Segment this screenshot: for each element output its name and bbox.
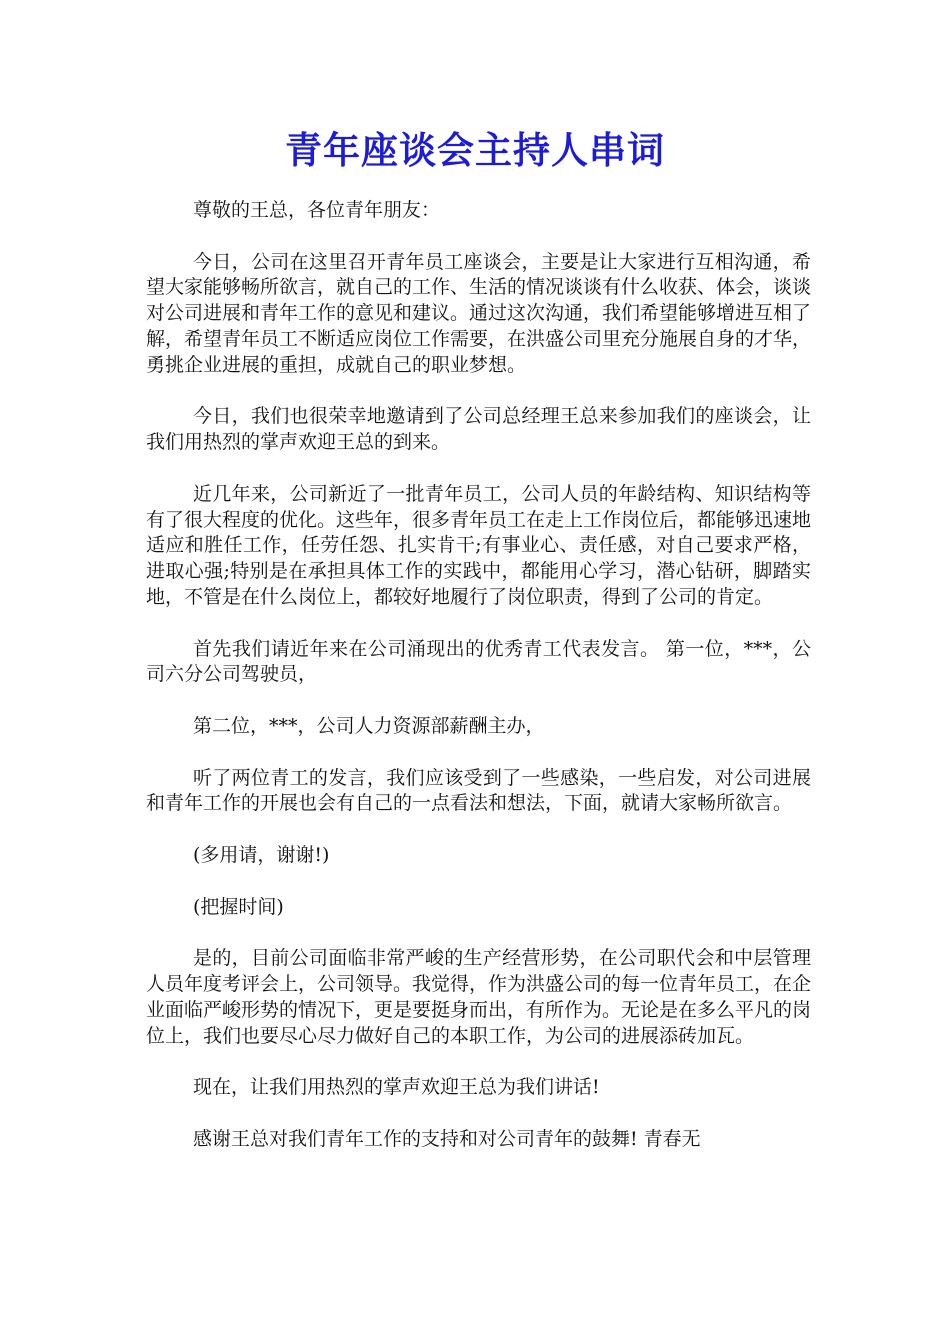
body-paragraph: 今日，我们也很荣幸地邀请到了公司总经理王总来参加我们的座谈会，让我们用热烈的掌声欢迎王总的到来。 xyxy=(146,405,811,454)
note-paragraph: (多用请，谢谢!) xyxy=(193,843,330,866)
body-paragraph: 感谢王总对我们青年工作的支持和对公司青年的鼓舞! 青春无 xyxy=(193,1127,701,1150)
body-paragraph: 现在，让我们用热烈的掌声欢迎王总为我们讲话! xyxy=(193,1076,600,1099)
salutation-paragraph: 尊敬的王总，各位青年朋友： xyxy=(193,199,441,221)
document-title: 青年座谈会主持人串词 xyxy=(285,128,665,172)
note-paragraph: (把握时间) xyxy=(193,895,284,918)
body-paragraph: 听了两位青工的发言，我们应该受到了一些感染，一些启发，对公司进展和青年工作的开展也会有自己的一点看法和想法，下面，就请大家畅所欲言。 xyxy=(146,766,811,815)
document-body xyxy=(146,198,811,1178)
body-paragraph: 是的，目前公司面临非常严峻的生产经营形势，在公司职代会和中层管理人员年度考评会上，公司领导。我觉得，作为洪盛公司的每一位青年员工，在企业面临严峻形势的情况下，更是要挺身而出，有所作为。无论是在多么平凡的岗位上，我们也要尽心尽力做好自己的本职工作，为公司的进展添砖加瓦。 xyxy=(146,947,812,1047)
body-paragraph: 第二位，***，公司人力资源部薪酬主办， xyxy=(193,714,545,737)
body-paragraph: 今日，公司在这里召开青年员工座谈会，主要是让大家进行互相沟通，希望大家能够畅所欲言，就自己的工作、生活的情况谈谈有什么收获、体会，谈谈对公司进展和青年工作的意见和建议。通过这次沟通，我们希望能够增进互相了解，希望青年员工不断适应岗位工作需要，在洪盛公司里充分施展自身的才华，勇挑企业进展的重担，成就自己的职业梦想。 xyxy=(146,250,812,376)
body-paragraph: 近几年来，公司新近了一批青年员工，公司人员的年龄结构、知识结构等有了很大程度的优化。这些年，很多青年员工在走上工作岗位后，都能够迅速地适应和胜任工作，任劳任怨、扎实肯干;有事业心、责任感，对自己要求严格，进取心强;特别是在承担具体工作的实践中，都能用心学习，潜心钻研，脚踏实地，不管是在什么岗位上，都较好地履行了岗位职责，得到了公司的肯定。 xyxy=(146,482,812,608)
body-paragraph: 首先我们请近年来在公司涌现出的优秀青工代表发言。 第一位，***，公司六分公司驾驶员， xyxy=(146,637,811,686)
